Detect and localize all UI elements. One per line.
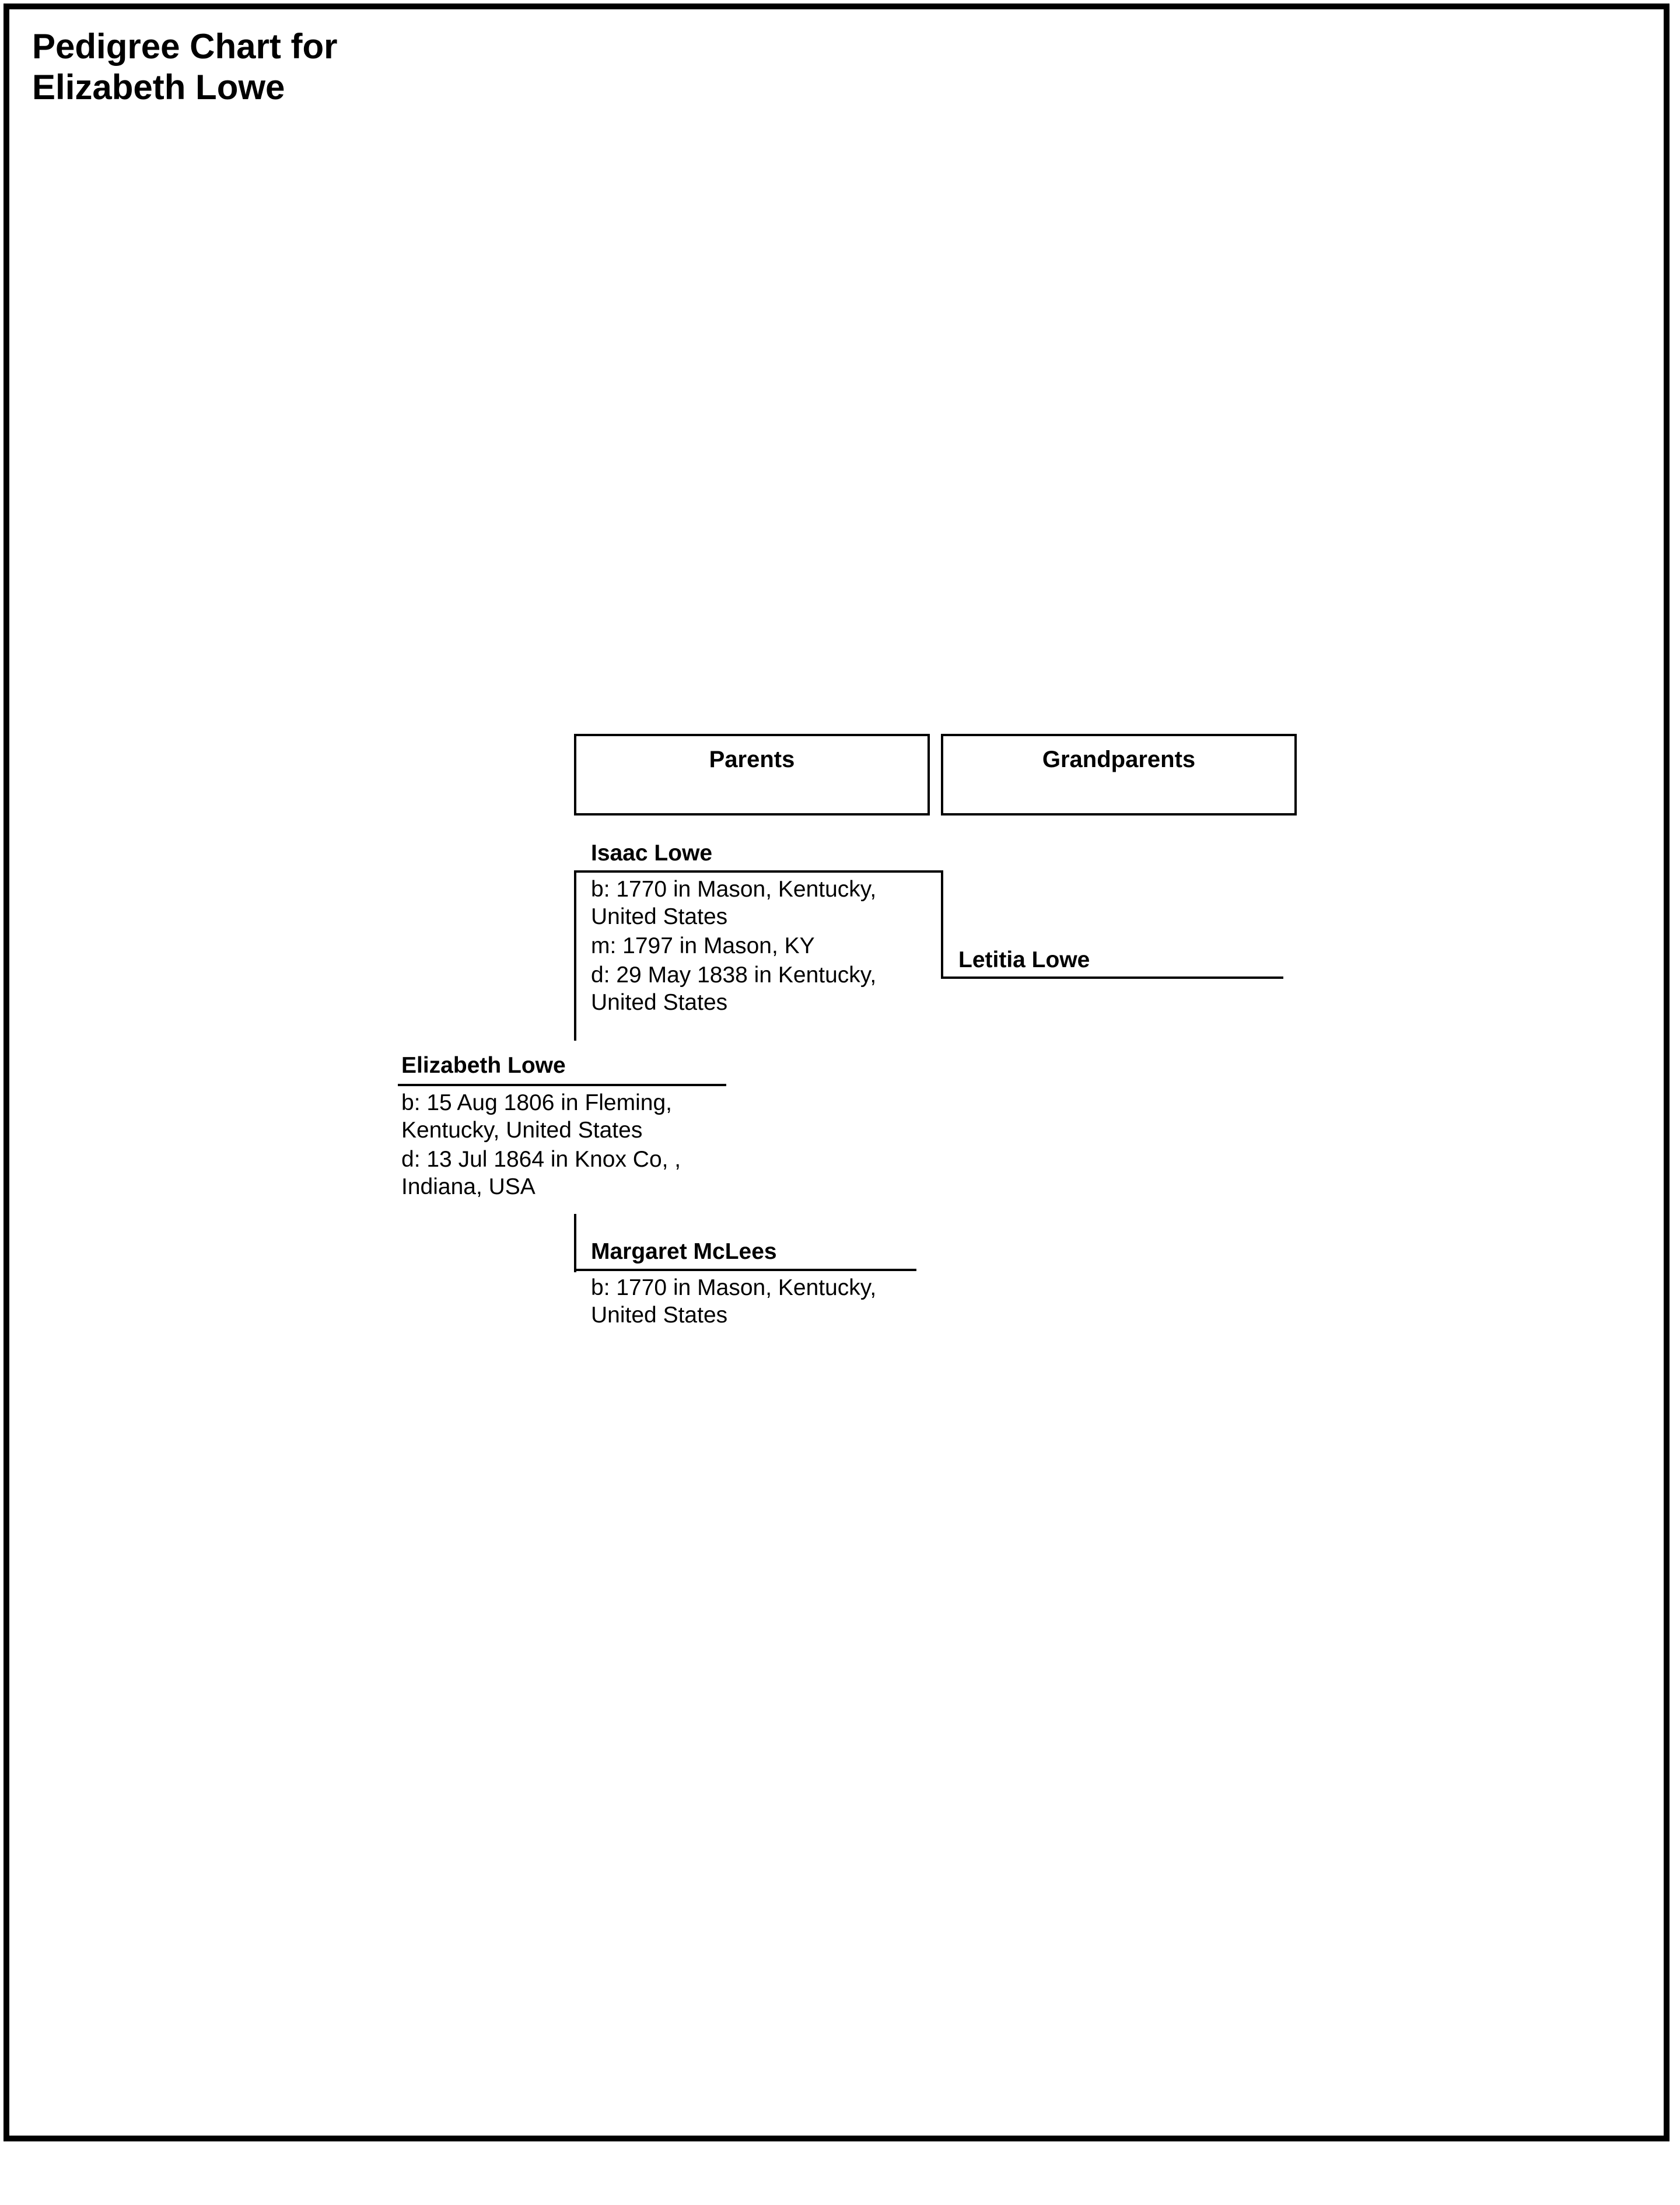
grandparents-header-label: Grandparents bbox=[1042, 747, 1196, 772]
page-title bbox=[32, 26, 337, 108]
mother-birth-line-1: b: 1770 in Mason, Kentucky, bbox=[591, 1275, 877, 1300]
root-birth-line-2: Kentucky, United States bbox=[401, 1118, 643, 1143]
father-marriage-line: m: 1797 in Mason, KY bbox=[591, 933, 815, 958]
root-birth-line-1: b: 15 Aug 1806 in Fleming, bbox=[401, 1090, 672, 1115]
page-title-line-1: Pedigree Chart for bbox=[32, 27, 338, 66]
father-line bbox=[574, 870, 943, 873]
father-details bbox=[591, 876, 876, 1016]
page-title-line-2: Elizabeth Lowe bbox=[32, 68, 285, 107]
parents-header-label: Parents bbox=[709, 747, 795, 772]
root-death-line-2: Indiana, USA bbox=[401, 1174, 536, 1199]
mother-line bbox=[574, 1269, 916, 1271]
root-person-line bbox=[398, 1084, 726, 1086]
root-person-details bbox=[401, 1089, 681, 1200]
mother-details bbox=[591, 1274, 876, 1329]
father-connector bbox=[574, 872, 576, 1041]
paternal-grandparent-line bbox=[941, 977, 1283, 979]
grandparents-column-header bbox=[941, 734, 1297, 816]
father-death-line-2: United States bbox=[591, 990, 728, 1015]
father-name: Isaac Lowe bbox=[591, 841, 713, 866]
parents-column-header bbox=[574, 734, 930, 816]
father-birth-line-1: b: 1770 in Mason, Kentucky, bbox=[591, 877, 877, 902]
mother-connector bbox=[574, 1214, 576, 1272]
mother-birth-line-2: United States bbox=[591, 1303, 728, 1328]
paternal-grandparent-name: Letitia Lowe bbox=[958, 947, 1090, 972]
root-person-name: Elizabeth Lowe bbox=[401, 1053, 566, 1078]
father-death-line-1: d: 29 May 1838 in Kentucky, bbox=[591, 963, 877, 988]
grandparent-connector bbox=[941, 870, 943, 979]
root-death-line-1: d: 13 Jul 1864 in Knox Co, , bbox=[401, 1147, 681, 1172]
page-border bbox=[4, 4, 1670, 2141]
mother-name: Margaret McLees bbox=[591, 1239, 777, 1264]
father-birth-line-2: United States bbox=[591, 904, 728, 929]
